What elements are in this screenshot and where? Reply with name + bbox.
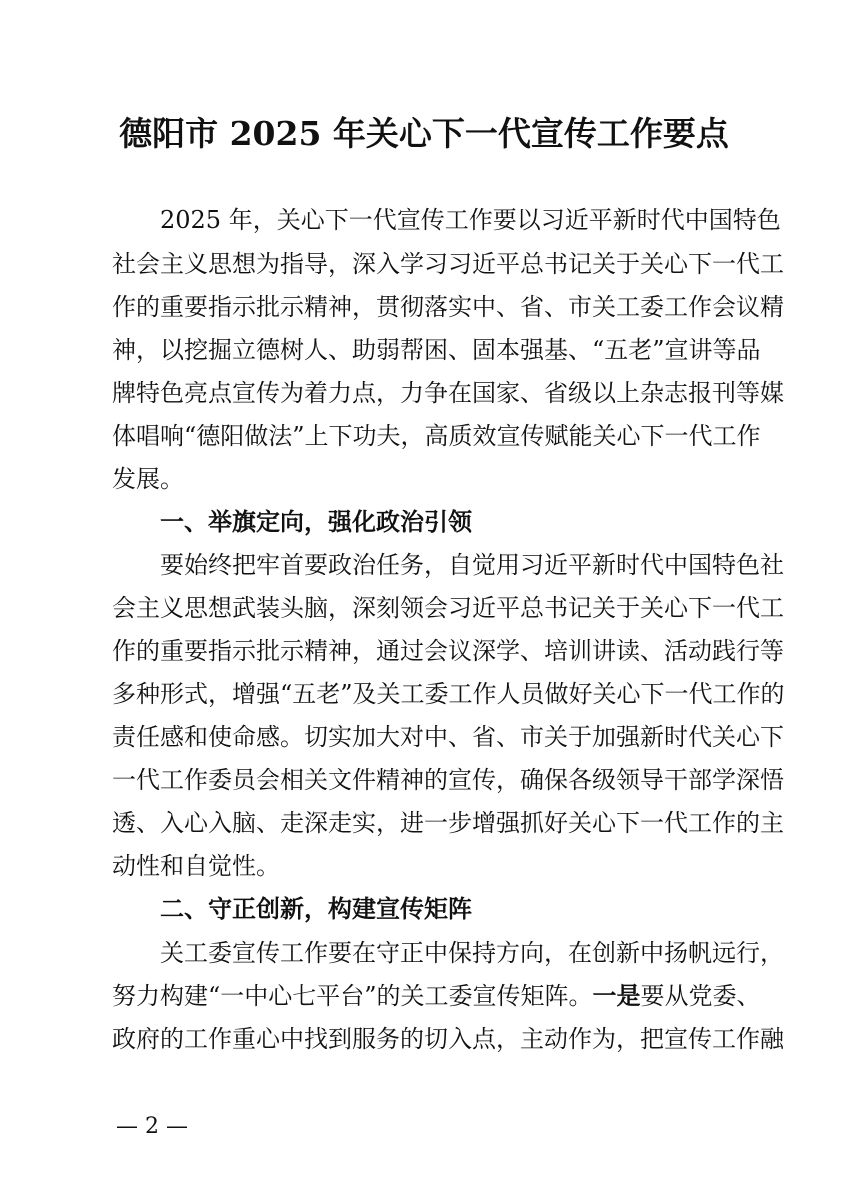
section-1-line-2: 会主义思想武装头脑，深刻领会习近平总书记关于关心下一代工: [112, 594, 784, 622]
section-2-line-2-text: 努力构建“一中心七平台”的关工委宣传矩阵。: [112, 982, 593, 1010]
section-2-strong-label: 一是: [592, 982, 641, 1010]
section-2-line-2: [112, 979, 761, 1013]
section-2-line-2-tail: 要从党委、: [640, 982, 761, 1010]
intro-line-3: 作的重要指示批示精神，贯彻落实中、省、市关工委工作会议精: [112, 293, 784, 321]
intro-line-4: 神，以挖掘立德树人、助弱帮困、固本强基、“五老”宣讲等品: [112, 336, 761, 364]
section-1-line-7: 透、入心入脑、走深走实，进一步增强抓好关心下一代工作的主: [112, 809, 784, 837]
section-1-line-4: 多种形式，增强“五老”及关工委工作人员做好关心下一代工作的: [112, 680, 785, 708]
section-2-line-1: 关工委宣传工作要在守正中保持方向，在创新中扬帆远行，: [160, 939, 784, 967]
section-1-line-6: 一代工作委员会相关文件精神的宣传，确保各级领导干部学深悟: [112, 766, 784, 794]
intro-line-1: 2025 年，关心下一代宣传工作要以习近平新时代中国特色: [160, 206, 781, 234]
intro-line-5: 牌特色亮点宣传为着力点，力争在国家、省级以上杂志报刊等媒: [112, 379, 784, 407]
section-1-line-5: 责任感和使命感。切实加大对中、省、市关于加强新时代关心下: [112, 723, 784, 751]
intro-line-7: 发展。: [112, 465, 184, 493]
section-2-heading: 二、守正创新，构建宣传矩阵: [160, 895, 472, 923]
page-number: — 2 —: [116, 1114, 188, 1139]
section-1-heading: 一、举旗定向，强化政治引领: [160, 508, 472, 536]
section-1-line-8: 动性和自觉性。: [112, 852, 280, 880]
section-1-line-1: 要始终把牢首要政治任务，自觉用习近平新时代中国特色社: [160, 551, 784, 579]
document-title: 德阳市 2025 年关心下一代宣传工作要点: [119, 114, 729, 153]
intro-line-6: 体唱响“德阳做法”上下功夫，高质效宣传赋能关心下一代工作: [112, 422, 761, 450]
intro-line-2: 社会主义思想为指导，深入学习习近平总书记关于关心下一代工: [112, 250, 784, 278]
section-1-line-3: 作的重要指示批示精神，通过会议深学、培训讲读、活动践行等: [112, 637, 784, 665]
section-2-line-3: 政府的工作重心中找到服务的切入点，主动作为，把宣传工作融: [112, 1025, 784, 1053]
